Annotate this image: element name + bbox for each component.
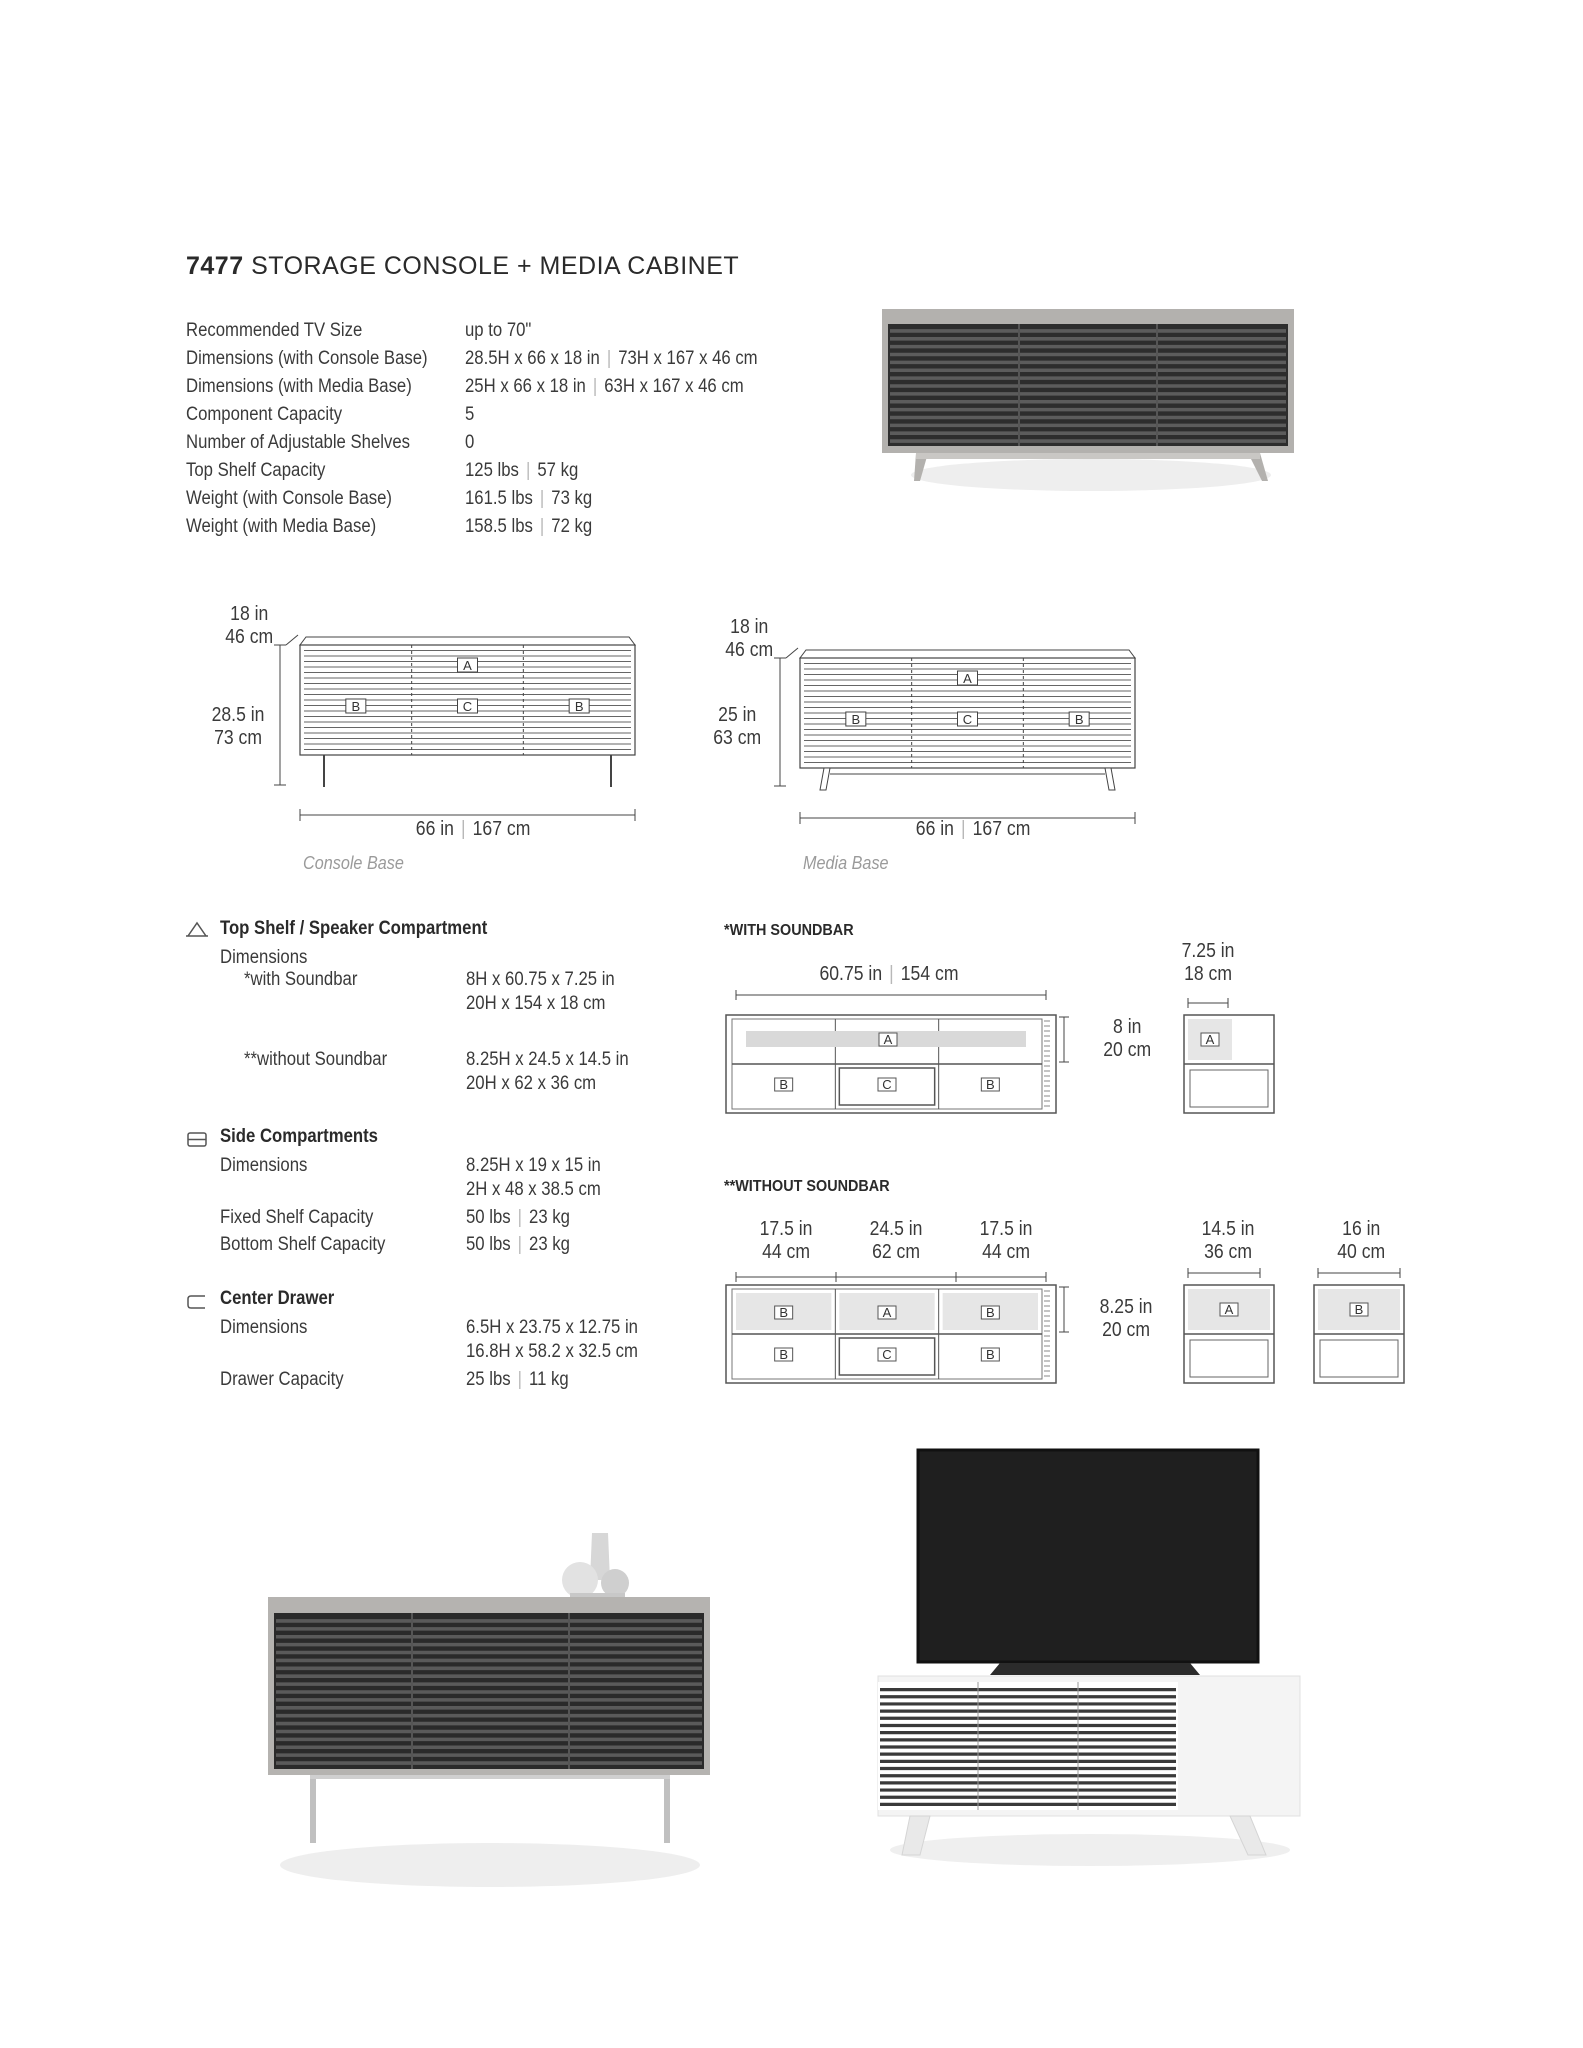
- section-a-without-values: 8.25H x 24.5 x 14.5 in 20H x 62 x 36 cm: [466, 1049, 629, 1094]
- compartment-letter: C: [962, 712, 973, 727]
- section-c-title: Center Drawer: [220, 1288, 335, 1309]
- without-soundbar-width-center: 24.5 in 62 cm: [869, 1218, 923, 1263]
- section-b-bottom-value: 50 lbs | 23 kg: [466, 1234, 570, 1255]
- compartment-letter: C: [882, 1347, 892, 1362]
- tv-screen: [918, 1450, 1258, 1662]
- section-a-icon: [186, 920, 208, 938]
- spec-value: 158.5 lbs | 72 kg: [465, 516, 593, 537]
- section-c-icon: [186, 1292, 208, 1310]
- console-base-caption: Console Base: [303, 853, 404, 873]
- spec-label: Recommended TV Size: [186, 320, 363, 341]
- console-depth-label: 18 in 46 cm: [225, 603, 274, 648]
- section-a-with-values: 8H x 60.75 x 7.25 in 20H x 154 x 18 cm: [466, 969, 615, 1014]
- compartment-letter: B: [985, 1305, 995, 1320]
- compartment-letter: B: [1074, 712, 1084, 727]
- media-height-label: 25 in 63 cm: [713, 704, 762, 749]
- compartment-letter: B: [779, 1347, 789, 1362]
- spec-label: Weight (with Console Base): [186, 488, 393, 509]
- section-a-dimensions-label: Dimensions: [220, 947, 308, 968]
- spec-label: Dimensions (with Media Base): [186, 376, 412, 397]
- spec-value: up to 70": [465, 320, 532, 341]
- product-image-media-tv: [870, 1450, 1310, 1880]
- compartment-letter: B: [779, 1305, 789, 1320]
- section-a-with-label: *with Soundbar: [244, 969, 358, 990]
- without-soundbar-side-b-diagram: [1306, 1255, 1411, 1395]
- spec-label: Top Shelf Capacity: [186, 460, 326, 481]
- section-c-dimensions-values: 6.5H x 23.75 x 12.75 in 16.8H x 58.2 x 32.5 cm: [466, 1317, 638, 1362]
- product-image-console-decor: [260, 1505, 720, 1895]
- compartment-letter: B: [574, 699, 584, 714]
- media-base-diagram: [770, 648, 1150, 818]
- compartment-letter: B: [351, 699, 361, 714]
- section-b-fixed-label: Fixed Shelf Capacity: [220, 1207, 374, 1228]
- console-width-label: 66 in | 167 cm: [415, 818, 531, 840]
- with-soundbar-height-label: 8 in 20 cm: [1103, 1016, 1152, 1061]
- with-soundbar-depth-label: 7.25 in 18 cm: [1181, 940, 1235, 985]
- spec-value: 0: [465, 432, 475, 453]
- section-a-without-label: **without Soundbar: [244, 1049, 388, 1070]
- without-soundbar-width-left: 17.5 in 44 cm: [759, 1218, 813, 1263]
- section-b-dimensions-values: 8.25H x 19 x 15 in 2H x 48 x 38.5 cm: [466, 1155, 601, 1200]
- compartment-letter: B: [851, 712, 861, 727]
- without-soundbar-depth-b: 16 in 40 cm: [1337, 1218, 1386, 1263]
- without-soundbar-height-label: 8.25 in 20 cm: [1099, 1296, 1153, 1341]
- section-b-bottom-label: Bottom Shelf Capacity: [220, 1234, 386, 1255]
- without-soundbar-side-a-diagram: [1176, 1255, 1281, 1395]
- console-height-label: 28.5 in 73 cm: [211, 704, 265, 749]
- product-image-console-top: [876, 305, 1306, 495]
- with-soundbar-width-label: 60.75 in | 154 cm: [819, 963, 959, 985]
- section-c-capacity-label: Drawer Capacity: [220, 1369, 344, 1390]
- spec-value: 25H x 66 x 18 in | 63H x 167 x 46 cm: [465, 376, 744, 397]
- compartment-letter: C: [882, 1077, 892, 1092]
- spec-label: Number of Adjustable Shelves: [186, 432, 411, 453]
- media-base-caption: Media Base: [803, 853, 889, 873]
- compartment-letter: B: [985, 1347, 995, 1362]
- without-soundbar-width-right: 17.5 in 44 cm: [979, 1218, 1033, 1263]
- compartment-letter: C: [462, 699, 473, 714]
- without-soundbar-front-diagram: [720, 1255, 1065, 1395]
- spec-label: Component Capacity: [186, 404, 343, 425]
- with-soundbar-side-diagram: [1176, 985, 1281, 1115]
- section-b-icon: [186, 1130, 208, 1148]
- compartment-letter: B: [985, 1077, 995, 1092]
- section-b-title: Side Compartments: [220, 1126, 378, 1147]
- spec-label: Weight (with Media Base): [186, 516, 377, 537]
- section-c-dimensions-label: Dimensions: [220, 1317, 308, 1338]
- spec-value: 161.5 lbs | 73 kg: [465, 488, 593, 509]
- section-b-dimensions-label: Dimensions: [220, 1155, 308, 1176]
- with-soundbar-front-diagram: [720, 985, 1065, 1115]
- compartment-letter: A: [1224, 1302, 1234, 1317]
- compartment-letter: A: [963, 671, 972, 686]
- spec-value: 125 lbs | 57 kg: [465, 460, 579, 481]
- page-title: 7477 STORAGE CONSOLE + MEDIA CABINET: [186, 252, 740, 280]
- media-depth-label: 18 in 46 cm: [725, 616, 774, 661]
- spec-value: 5: [465, 404, 475, 425]
- compartment-letter: A: [882, 1305, 892, 1320]
- compartment-letter: B: [779, 1077, 789, 1092]
- compartment-letter: A: [463, 658, 472, 673]
- console-base-diagram: [270, 635, 650, 815]
- section-a-title: Top Shelf / Speaker Compartment: [220, 918, 488, 939]
- section-b-fixed-value: 50 lbs | 23 kg: [466, 1207, 570, 1228]
- spec-value: 28.5H x 66 x 18 in | 73H x 167 x 46 cm: [465, 348, 758, 369]
- without-soundbar-depth-a: 14.5 in 36 cm: [1201, 1218, 1255, 1263]
- media-width-label: 66 in | 167 cm: [915, 818, 1031, 840]
- with-soundbar-heading: *WITH SOUNDBAR: [724, 922, 854, 939]
- spec-label: Dimensions (with Console Base): [186, 348, 428, 369]
- section-c-capacity-value: 25 lbs | 11 kg: [466, 1369, 569, 1390]
- compartment-letter: A: [883, 1032, 893, 1047]
- compartment-letter: B: [1354, 1302, 1364, 1317]
- without-soundbar-heading: **WITHOUT SOUNDBAR: [724, 1178, 890, 1195]
- compartment-letter: A: [1205, 1032, 1215, 1047]
